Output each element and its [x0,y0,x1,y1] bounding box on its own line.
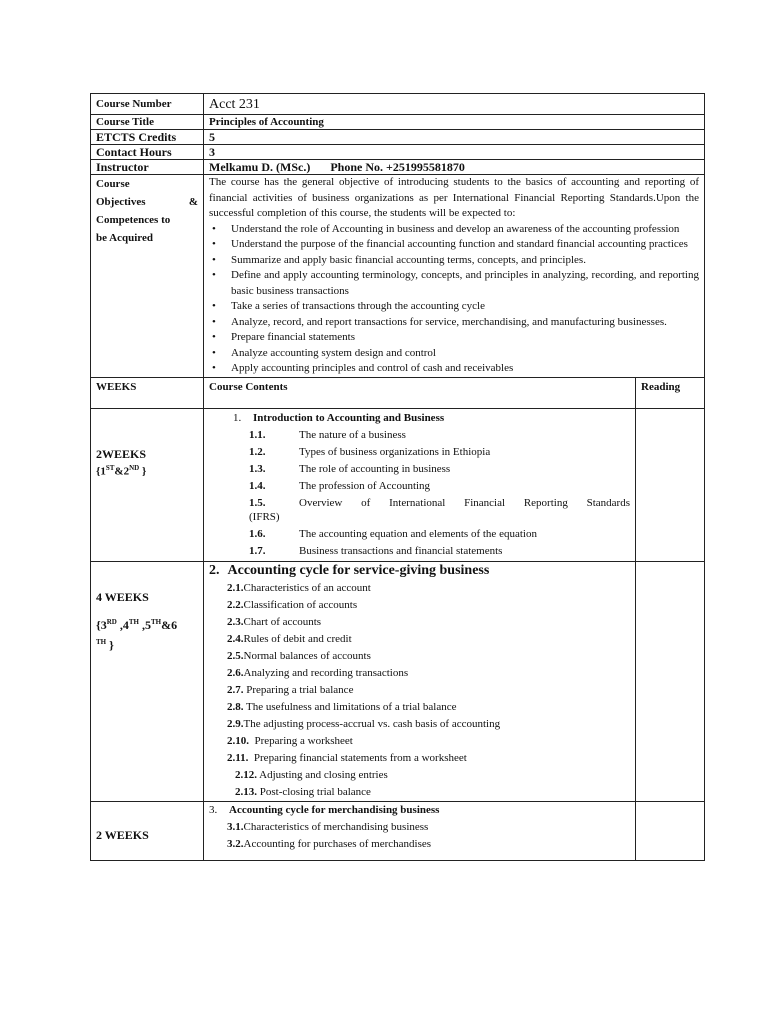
course-outline-table [90,93,705,861]
ifrs-line: (IFRS) [249,510,280,523]
instructor-name: Melkamu D. (MSc.) [209,160,311,174]
list-item: • Define and apply accounting terminology, concepts, and principles in analyzing, recording, and reporting basic business transactions [231,268,699,299]
list-item: 1.5. Overview of International Financial Reporting Standards [249,496,630,509]
row-objectives [91,175,705,378]
unit-2-title: 2. Accounting cycle for service-giving business [209,562,490,578]
unit-1-title: 1. Introduction to Accounting and Business [233,411,445,424]
unit-3-weeks: 2 WEEKS [91,801,204,860]
list-item: 2.9.The adjusting process-accrual vs. cash basis of accounting [227,717,501,730]
list-item: 2.8. The usefulness and limitations of a trial balance [227,700,457,713]
list-item: • Take a series of transactions through the accounting cycle [231,299,699,315]
contact-hours-label: Contact Hours [91,145,204,160]
list-item: 2.12. Adjusting and closing entries [235,768,388,781]
instructor-label: Instructor [91,160,204,175]
course-number-label: Course Number [91,94,204,115]
objectives-intro: The course has the general objective of introducing students to the basics of accounting and reporting of financial activities of business organizations as per International Financial Reporting Standards.Upon the successful completion of this course, the students will be expected to: [209,176,699,219]
row-unit-2 [91,561,705,801]
objectives-label: Course Objectives & Competences to be Acquired [91,175,204,378]
list-item: 2.5.Normal balances of accounts [227,649,371,662]
list-item: 1.4. The profession of Accounting [249,479,431,492]
instructor-phone: Phone No. +251995581870 [330,160,465,174]
list-item: • Understand the purpose of the financial accounting function and standard financial accounting practices [231,237,699,253]
unit-1-reading [636,408,705,561]
row-column-headers [91,377,705,408]
course-number-value: Acct 231 [204,94,705,115]
unit-3-title: 3. Accounting cycle for merchandising business [209,803,440,816]
row-course-title [91,115,705,130]
list-item: 2.11. Preparing financial statements from a worksheet [227,751,467,764]
reading-header: Reading [636,377,705,408]
list-item: 2.3.Chart of accounts [227,615,322,628]
list-item: 3.2.Accounting for purchases of merchandises [227,837,432,850]
unit-2-contents [204,561,636,801]
list-item: 1.1. The nature of a business [249,428,406,441]
list-item: • Summarize and apply basic financial accounting terms, concepts, and principles. [231,253,699,269]
list-item: 2.7. Preparing a trial balance [227,683,354,696]
list-item: 2.10. Preparing a worksheet [227,734,353,747]
row-instructor [91,160,705,175]
list-item: 2.6.Analyzing and recording transactions [227,666,409,679]
list-item: • Analyze accounting system design and control [231,346,699,362]
ects-label: ETCTS Credits [91,130,204,145]
unit-1-contents [204,408,636,561]
list-item: 1.6. The accounting equation and elements of the equation [249,527,537,540]
list-item: 2.13. Post-closing trial balance [235,785,371,798]
ects-value: 5 [204,130,705,145]
contact-hours-value: 3 [204,145,705,160]
objectives-content [204,175,705,378]
list-item: • Prepare financial statements [231,330,699,346]
list-item: 2.2.Classification of accounts [227,598,358,611]
list-item: 3.1.Characteristics of merchandising business [227,820,429,833]
unit-3-reading [636,801,705,860]
unit-3-contents [204,801,636,860]
row-course-number [91,94,705,115]
list-item: 1.2. Types of business organizations in Ethiopia [249,445,491,458]
contents-header: Course Contents [204,377,636,408]
list-item: • Apply accounting principles and control of cash and receivables [231,361,699,377]
unit-1-weeks: 2WEEKS {1ST&2ND } [91,408,204,561]
list-item: 2.1.Characteristics of an account [227,581,371,594]
row-ects [91,130,705,145]
weeks-header: WEEKS [91,377,204,408]
list-item: • Understand the role of Accounting in business and develop an awareness of the accounting profession [231,222,699,238]
row-contact-hours [91,145,705,160]
list-item: 2.4.Rules of debit and credit [227,632,352,645]
unit-2-reading [636,561,705,801]
list-item: • Analyze, record, and report transactions for service, merchandising, and manufacturing businesses. [231,315,699,331]
list-item: 1.7. Business transactions and financial statements [249,544,503,557]
row-unit-1 [91,408,705,561]
row-unit-3 [91,801,705,860]
course-title-value: Principles of Accounting [204,115,705,130]
objectives-list [209,222,699,377]
list-item: 1.3. The role of accounting in business [249,462,451,475]
course-title-label: Course Title [91,115,204,130]
unit-2-weeks: 4 WEEKS {3RD ,4TH ,5TH&6 $^{TH}$ } [91,561,204,801]
